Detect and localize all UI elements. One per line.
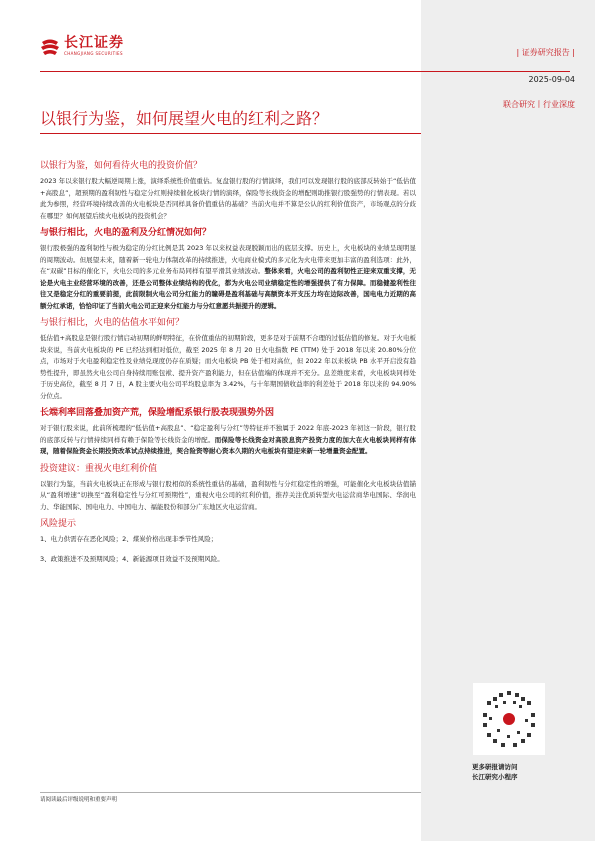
title-divider [40,133,421,134]
section-paragraph: 以银行为鉴，当前火电板块正在形成与银行股相似的系统性重估的基础，盈利韧性与分红稳定性的增强，可能催化火电板块估值锚从“盈利增速”切换至“盈利稳定性与分红可预期性”，重视火电公司的红利价值，推荐关注优质转型火电运营商华电国际、华润电力、华能国际、国电电力、中国电力、福能股份和部分广东地区火电运营商。 [40,479,416,511]
risk-item: 1、电力供需存在恶化风险；2、煤炭价格出现非季节性风险； [40,535,218,543]
brand-name-en: CHANGJIANG SECURITIES [64,51,123,56]
section-heading: 投资建议：重视火电红利价值 [40,463,158,474]
section-heading: 与银行相比，火电的估值水平如何？ [40,318,185,328]
brand-logo-icon [40,38,60,56]
qr-caption: 长江研究小程序 [472,773,518,781]
section-paragraph: 银行股极强的盈利韧性与极为稳定的分红比例是其 2023 年以来权益表现脱颖而出的底层支撑。历史上，火电板块的业绩呈现明显的周期波动。但展望未来，随着新一轮电力体制改革的持续推进，火电商业模式的多元化为火电带来更加丰富的盈利选项：此外，在“双碳”目标的催化下，火电公司的多元业务布局同样有望平滑其业绩波动。整体来看，火电公司的盈利韧性正迎来双重支撑，无论是火电主业经营环境的改善，还是公司整体业绩结构的优化，都为火电公司业绩稳定性的增强提供了有力保障。而稳健盈利性往往又是稳定分红的重要前提，此前限制火电公司分红能力的瞳碍是盈利基础与高额资本开支压力均在边际改善，国电电力近期的高额分红承诺，恰恰印证了当前火电公司正迎来分红能力与分红意愿共振提升的逻辑。 [40,244,416,310]
risk-item: 3、政策推进不及预期风险；4、新能源项目效益不及预期风险。 [40,555,224,563]
qr-logo-icon [501,711,517,727]
report-date: 2025-09-04 [528,75,575,84]
brand-logo [40,36,124,57]
footer-divider [40,792,421,793]
report-type: | 证券研究报告 | [516,48,575,57]
section-paragraph: 低估值+高股息是银行股行情启动初期的鲜明特征，在价值重估的初期阶段，更多是对于前期不合理的过低估值的修复。对于火电板块来说，当前火电板块的 PE 已经达到相对低位，截至 2025 年 8 月 20 日火电指数 PE (TTM) 处于 2018 年以来 20.80%分位点，市场对于火电盈利稳定性及业绩兑现度仍存在质疑；而火电板块 PB 处于相对高位，但 2022 年以来板块 PB 水平开启没有趋势性提升，即虽然火电公司自身持续用账包袱、提升资产盈利能力，但在估值端的体现并不充分。息差维度来看，火电板块同样处于历史高位，截至 8 月 7 日，A 股主要火电公司平均股息率为 3.42%，与十年期国债收益率的利差处于 2018 年以来的 94.90%分位点。 [40,334,416,400]
page-title: 以银行为鉴，如何展望火电的红利之路？ [40,109,329,128]
section-paragraph: 对于银行股来说，此前所梳理的“低估值+高股息”、“稳定盈利与分红”等特征并不独属于 2022 年底-2023 年初这一阶段，银行股的底部反转与行情持续同样有赖于保险等长线资金的增配。而保险等长线资金对高股息资产投资力度的加大在火电板块同样有体现，随着保险资金长期投资改革试点持续推进，契合险资等耐心资本久期的火电板块有望迎来新一轮增量资金配置。 [40,424,417,455]
footer-disclaimer: 请阅读最后评级说明和重要声明 [40,797,118,803]
section-heading: 以银行为鉴，如何看待火电的投资价值？ [40,161,203,171]
report-tags: 联合研究丨行业深度 [503,100,575,109]
brand-name-cn: 长江证券 [64,35,124,51]
section-heading: 与银行相比，火电的盈利及分红情况如何？ [40,228,212,238]
qr-caption: 更多研报请访问 [472,763,518,771]
section-paragraph: 2023 年以来银行股大幅逆周期上涨，演绎系统性价值重估。复盘银行股的行情演绎，我们可以发现银行股的底部反转始于“低估值+高股息”，超预期的盈利韧性与稳定分红则持续催化板块行情的演绎，保险等长线资金的增配则助推银行股强势的行情表现。若以此为参照，经营环境持续改善的火电板块是否同样具备价值重估的基础？当前火电并不算是公认的红利价值资产，市场观点的分歧在哪里？如何展望后续火电板块的投资机会？ [40,177,416,220]
report-body [40,161,416,574]
section-heading: 风险提示 [40,519,77,529]
qr-code[interactable] [473,683,545,755]
section-heading: 长端利率回落叠加资产荒，保险增配系银行股表现强势外因 [40,408,275,418]
header-divider [40,71,570,72]
